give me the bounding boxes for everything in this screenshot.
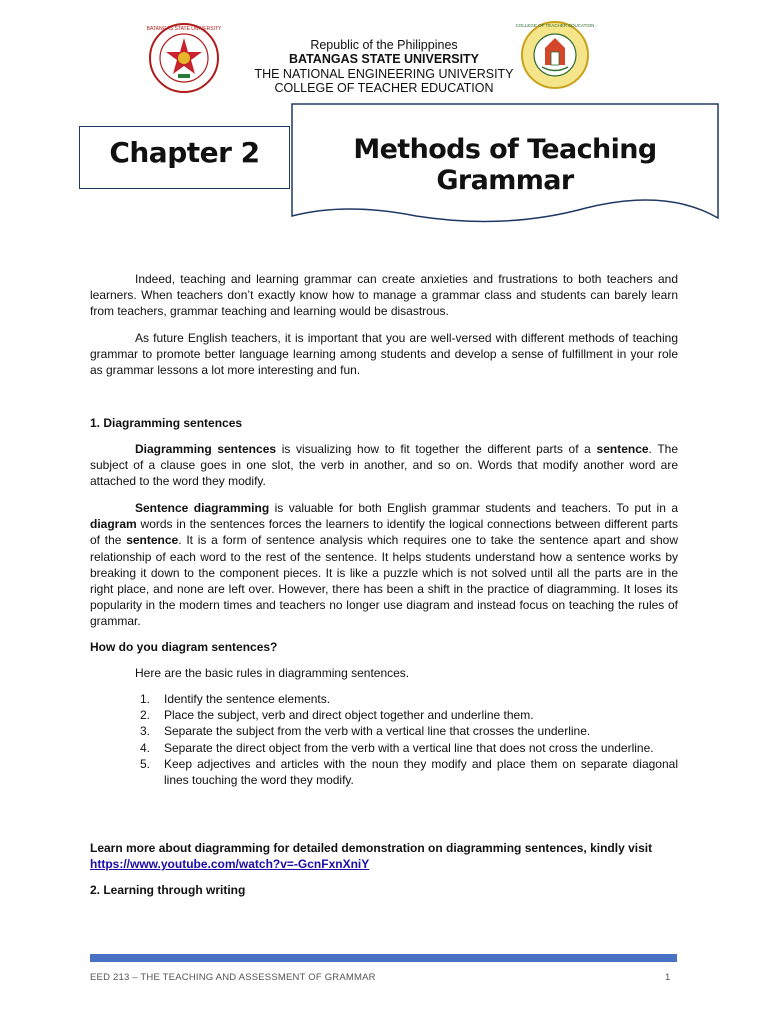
intro-paragraph-1: Indeed, teaching and learning grammar can create anxieties and frustrations to both teachers and learners. When teachers don’t exactly know how to manage a grammar class and students can barely learn from teachers, grammar teaching and learning would be disastrous. (90, 272, 678, 319)
chapter-label: Chapter 2 (109, 136, 260, 169)
left-logo-lettering: BATANGAS STATE UNIVERSITY (146, 26, 222, 32)
header-university: BATANGAS STATE UNIVERSITY (288, 52, 480, 66)
text-run: . The subject of a clause goes in one slot, the verb in another, and so on. Words that modify another word are attached to the word they modify. (90, 442, 678, 489)
footer-course: EED 213 – THE TEACHING AND ASSESSMENT OF GRAMMAR (90, 972, 376, 983)
section-1-paragraph-1 (90, 441, 678, 490)
footer-page-number: 1 (665, 972, 671, 983)
list-item: 4. Separate the direct object from the verb with a vertical line that does not cross the underline. (140, 740, 654, 755)
term-diagram: diagram (90, 517, 137, 532)
text-run: is visualizing how to fit together the different parts of a (276, 442, 597, 456)
term-sentence: sentence (126, 533, 179, 548)
learn-more-note (90, 840, 678, 872)
header-republic: Republic of the Philippines (310, 38, 458, 52)
rules-intro: Here are the basic rules in diagramming sentences. (135, 666, 410, 680)
rule-text: Keep adjectives and articles with the noun they modify and place them on separate diagonal lines touching the word they modify. (164, 756, 678, 788)
term-sentence-diagramming: Sentence diagramming (135, 501, 270, 515)
list-item: 2. Place the subject, verb and direct object together and underline them. (140, 708, 534, 723)
rule-text: Separate the subject from the verb with a vertical line that crosses the underline. (164, 724, 591, 739)
rule-text: Place the subject, verb and direct object together and underline them. (164, 708, 534, 723)
text-run: words in the sentences forces the learners to identify the logical connections between different parts of the (90, 517, 678, 548)
rule-text: Separate the direct object from the verb with a vertical line that does not cross the underline. (164, 740, 654, 755)
rule-text: Identify the sentence elements. (164, 692, 331, 706)
section-1-paragraph-2 (90, 500, 678, 630)
learn-more-text: Learn more about diagramming for detailed demonstration on diagramming sentences, kindly visit (90, 841, 653, 855)
section-1-heading: 1. Diagramming sentences (90, 416, 243, 430)
diagram-subheading: How do you diagram sentences? (90, 640, 278, 654)
intro-paragraph-2: As future English teachers, it is important that you are well-versed with different methods of teaching grammar to promote better language learning among students and develop a sense of fulfillment in your role as grammar lessons a lot more interesting and fun. (90, 331, 678, 378)
right-logo-lettering: COLLEGE OF TEACHER EDUCATION (515, 23, 595, 28)
youtube-link[interactable]: https://www.youtube.com/watch?v=-GcnFxnXniY (90, 857, 370, 872)
chapter-title: Methods of Teaching Grammar (353, 134, 657, 196)
section-2-heading: 2. Learning through writing (90, 883, 246, 897)
list-item: 1. Identify the sentence elements. (140, 692, 331, 706)
footer-bar (90, 954, 677, 962)
text-run: . It is a form of sentence analysis which requires one to take the sentence apart and show relationship of each word to the rest of the sentence. It helps students understand how a sentence works by breaking it down to the component pieces. It is like a puzzle which is not solved until all the parts are in the right place, and none are left over. However, there has been a shift in the practice of diagramming. It loses its popularity in the modern times and teachers no longer use diagram and instead focus on teaching the rules of grammar. (90, 533, 678, 629)
text-run: is valuable for both English grammar students and teachers. To put in a (269, 501, 678, 515)
header-college: COLLEGE OF TEACHER EDUCATION (274, 81, 494, 95)
term-sentence: sentence (596, 442, 649, 456)
list-item: 5. Keep adjectives and articles with the noun they modify and place them on separate diagonal lines touching the word they modify. (140, 756, 678, 788)
rules-list (140, 691, 678, 788)
term-diagramming-sentences: Diagramming sentences (135, 442, 277, 456)
header-tagline: THE NATIONAL ENGINEERING UNIVERSITY (254, 67, 514, 81)
list-item: 3. Separate the subject from the verb with a vertical line that crosses the underline. (140, 724, 591, 739)
